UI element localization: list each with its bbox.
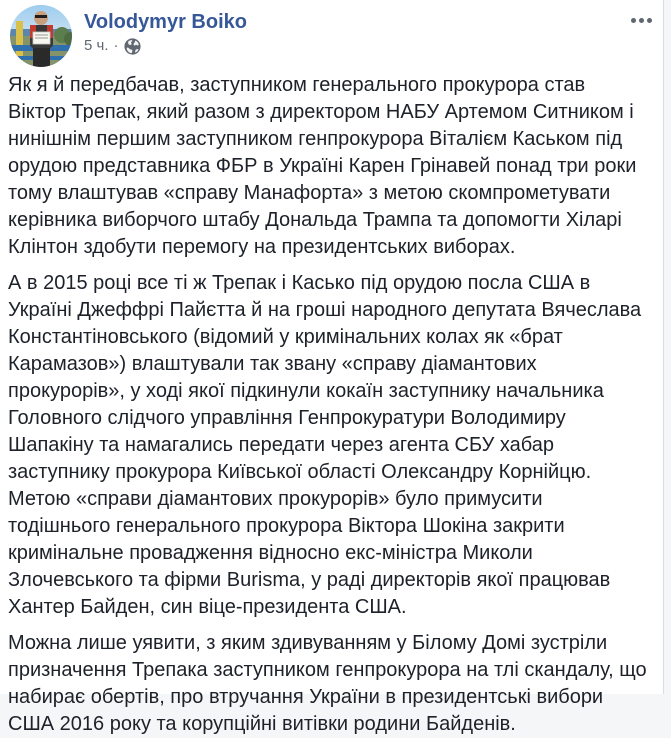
avatar-photo xyxy=(10,5,72,67)
post-paragraph: Можна лише уявити, з яким здивуванням у Білому Домі зустріли призначення Трепака заступником генпрокурора на тлі скандалу, що набирає обертів, про втручання України в президентські вибори США 2016 року та корупційні витівки родини Байденів. xyxy=(8,632,647,735)
post-meta xyxy=(84,37,247,55)
author-name-link[interactable]: Volodymyr Boiko xyxy=(84,11,247,33)
post-body xyxy=(0,66,663,738)
post-header xyxy=(0,0,663,66)
ellipsis-icon xyxy=(647,18,652,23)
meta-separator: · xyxy=(113,37,119,54)
more-options-button[interactable] xyxy=(625,12,658,29)
post-paragraph: А в 2015 році все ті ж Трепак і Касько під орудою посла США в Україні Джеффрі Пайєтта й на гроші народного депутата Вячеслава Константіновського (відомий у кримінальних колах як «брат Карамазов») влаштували так звану «справу діамантових прокурорів», у ході якої підкинули кокаїн заступнику начальника Головного слідчого управління Генпрокуратури Володимиру Шапакіну та намагались передати через агента СБУ хабар заступнику прокурора Київської області Олександру Корнійцю. Метою «справи діамантових прокурорів» було примусити тодішнього генерального прокурора Віктора Шокіна закрити кримінальне провадження відносно екс-міністра Миколи Злочевського та фірми Burisma, у раді директорів якої працював Хантер Байден, син віце-президента США. xyxy=(8,272,642,618)
post-header-info xyxy=(84,10,247,55)
avatar[interactable] xyxy=(10,5,72,67)
post-paragraph: Як я й передбачав, заступником генерального прокурора став Віктор Трепак, який разом з директором НАБУ Артемом Ситником і нинішнім першим заступником генпрокурора Віталієм Каськом під орудою представника ФБР в Україні Карен Грінавей понад три роки тому влаштував «справу Манафорта» з метою скомпрометувати керівника виборчого штабу Дональда Трампа та допомогти Хіларі Клінтон здобути перемогу на президентських виборах. xyxy=(8,74,637,258)
ellipsis-icon xyxy=(639,18,644,23)
ellipsis-icon xyxy=(631,18,636,23)
globe-public-icon xyxy=(124,38,141,55)
post-timestamp[interactable]: 5 ч. xyxy=(84,37,109,54)
